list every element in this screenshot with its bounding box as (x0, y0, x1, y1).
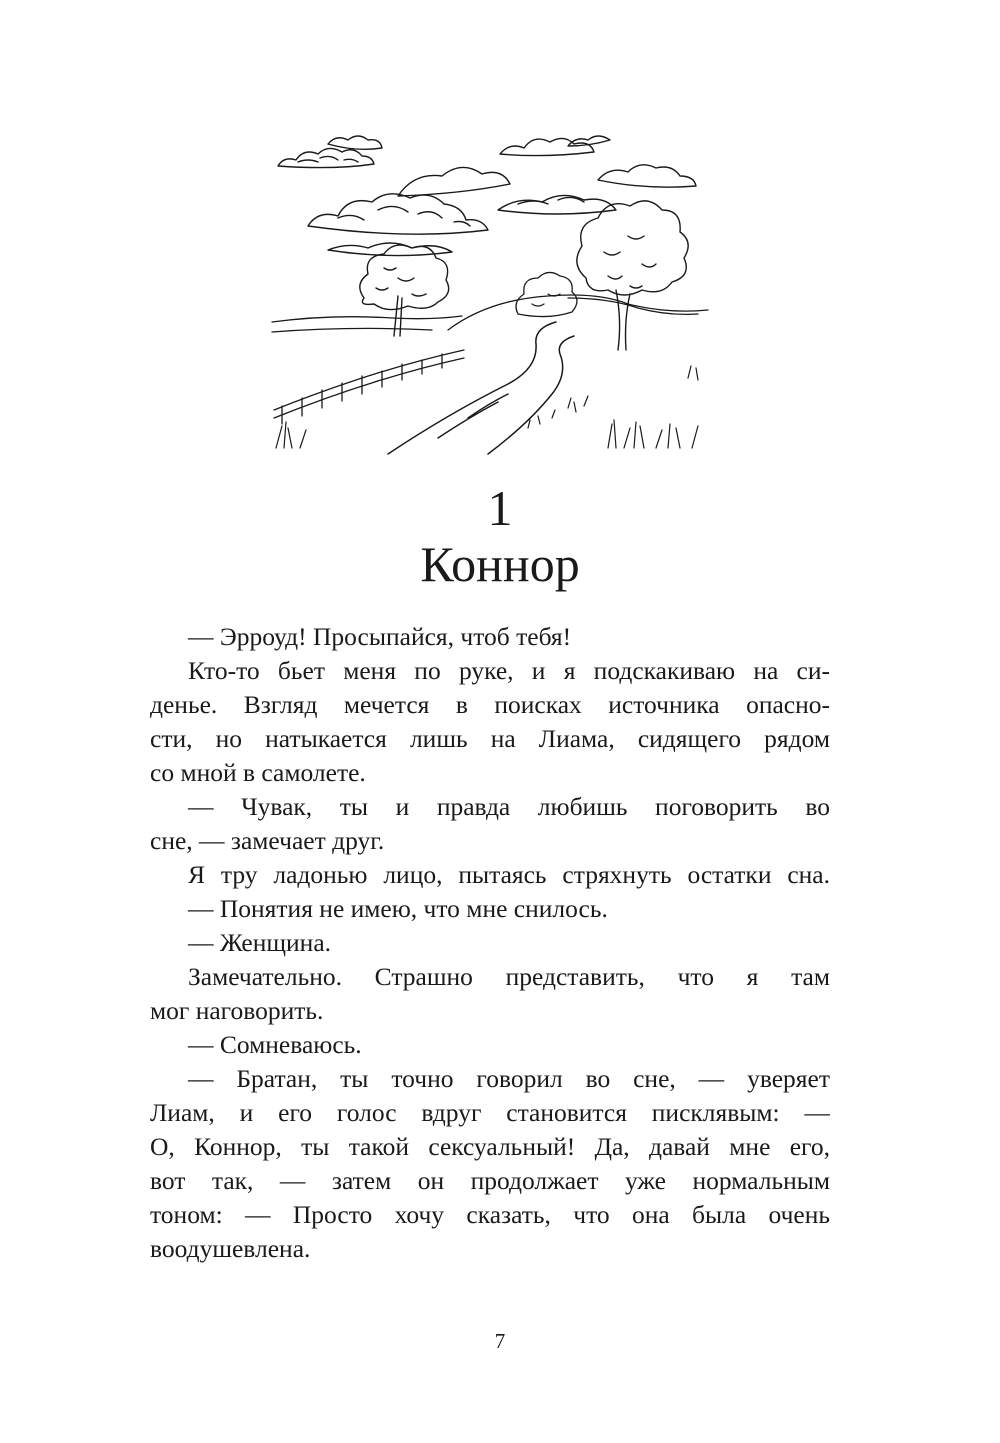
text-line: Лиам, и его голос вдруг становится писклявым: — (150, 1098, 830, 1127)
cloud-center (308, 167, 510, 255)
grass (276, 366, 698, 448)
landscape-illustration (268, 118, 714, 456)
text-line: мог наговорить. (150, 996, 324, 1025)
text-line: воодушевлена. (150, 1234, 311, 1263)
chapter-number: 1 (487, 480, 513, 536)
road (388, 322, 574, 454)
hills (272, 295, 708, 332)
text-line: — Понятия не имею, что мне снилось. (188, 894, 608, 923)
page-number: 7 (494, 1329, 506, 1353)
tree-left (360, 245, 449, 336)
text-line: вот так, — затем он продолжает уже нормальным (150, 1166, 830, 1195)
text-line: со мной в самолете. (150, 758, 366, 787)
text-line: — Братан, ты точно говорил во сне, — уверяет (188, 1064, 830, 1093)
cloud-left (278, 136, 382, 168)
text-line: Кто-то бьет меня по руке, и я подскакиваю на си- (188, 656, 830, 685)
text-line: Я тру ладонью лицо, пытаясь стряхнуть остатки сна. (188, 860, 830, 889)
text-line: — Сомневаюсь. (188, 1030, 362, 1059)
chapter-title: Коннор (420, 536, 580, 592)
chapter-body-text (150, 620, 830, 1266)
text-line: сне, — замечает друг. (150, 826, 385, 855)
text-line: Замечательно. Страшно представить, что я там (188, 962, 830, 991)
text-line: денье. Взгляд мечется в поисках источника опасно- (150, 690, 830, 719)
text-line: — Женщина. (188, 928, 332, 957)
cloud-right (498, 136, 696, 214)
text-line: — Эрроуд! Просыпайся, чтоб тебя! (188, 622, 572, 651)
text-line: О, Коннор, ты такой сексуальный! Да, давай мне его, (150, 1132, 830, 1161)
text-line: тоном: — Просто хочу сказать, что она была очень (150, 1200, 830, 1229)
fence (274, 350, 464, 424)
text-line: — Чувак, ты и правда любишь поговорить во (188, 792, 830, 821)
tree-right (577, 201, 688, 350)
text-line: сти, но натыкается лишь на Лиама, сидящего рядом (150, 724, 830, 753)
